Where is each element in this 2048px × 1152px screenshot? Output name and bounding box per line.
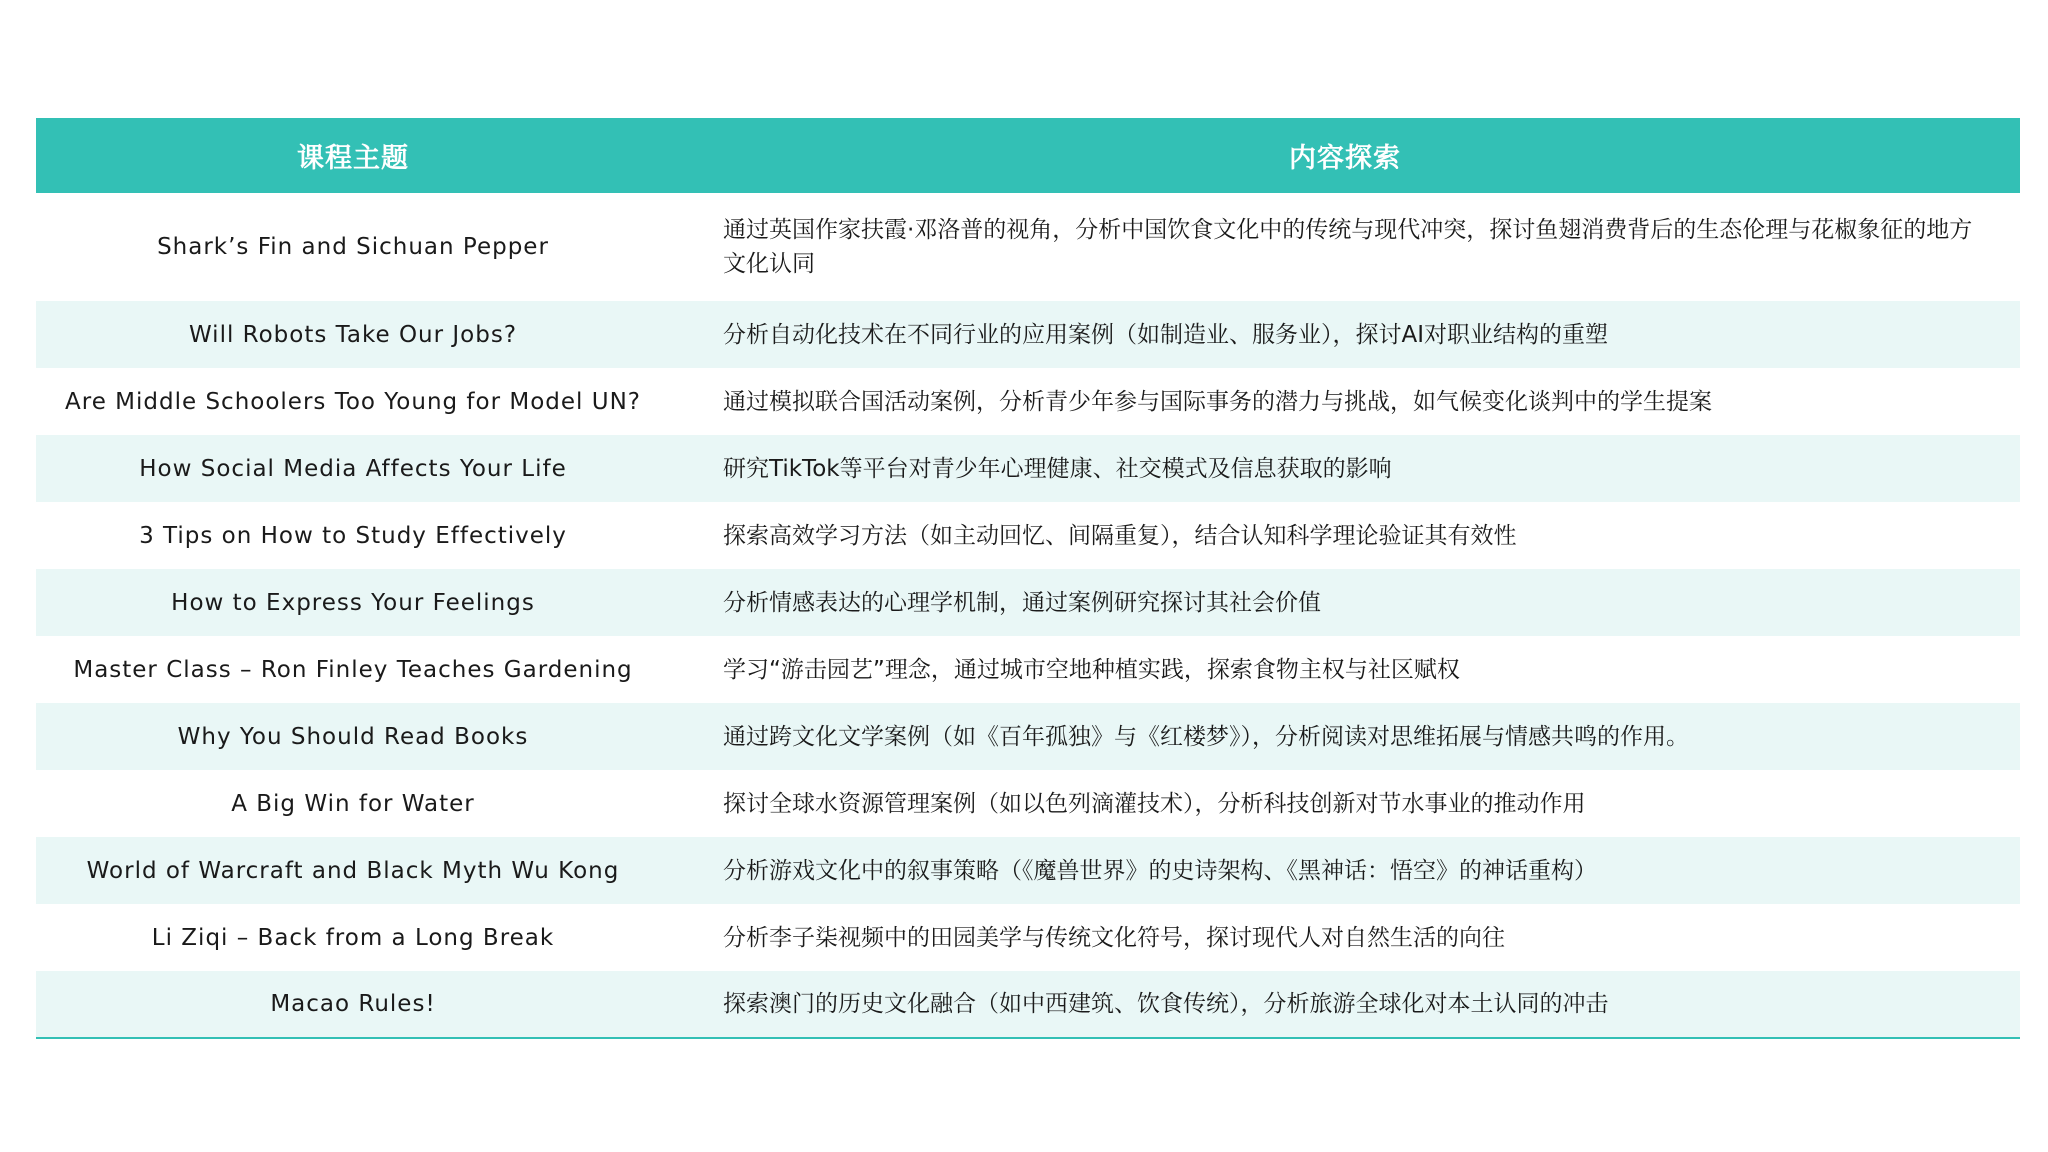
topic-cell: 3 Tips on How to Study Effectively <box>139 522 567 549</box>
table-header <box>36 118 2020 193</box>
content-cell: 研究TikTok等平台对青少年心理健康、社交模式及信息获取的影响 <box>723 455 1392 482</box>
table-body <box>36 193 2020 1038</box>
topic-cell: Master Class – Ron Finley Teaches Gardening <box>73 656 633 683</box>
content-cell: 学习“游击园艺”理念，通过城市空地种植实践，探索食物主权与社区赋权 <box>723 656 1460 683</box>
table-row <box>36 904 2020 971</box>
table-row <box>36 636 2020 703</box>
table-row <box>36 368 2020 435</box>
table-row <box>36 435 2020 502</box>
topic-cell: How Social Media Affects Your Life <box>139 455 567 482</box>
table-row <box>36 703 2020 770</box>
content-cell: 分析情感表达的心理学机制，通过案例研究探讨其社会价值 <box>723 589 1321 616</box>
topic-cell: Shark’s Fin and Sichuan Pepper <box>157 234 549 260</box>
table-row <box>36 837 2020 904</box>
topic-cell: Are Middle Schoolers Too Young for Model UN? <box>65 388 641 415</box>
topic-cell: Will Robots Take Our Jobs? <box>188 321 518 348</box>
course-table <box>36 118 2020 1039</box>
content-cell: 分析游戏文化中的叙事策略（《魔兽世界》的史诗架构、《黑神话：悟空》的神话重构） <box>723 857 1597 884</box>
content-cell: 探讨全球水资源管理案例（如以色列滴灌技术），分析科技创新对节水事业的推动作用 <box>723 790 1586 817</box>
table-row <box>36 502 2020 569</box>
topic-cell: How to Express Your Feelings <box>171 589 535 616</box>
header-topic: 课程主题 <box>297 143 409 174</box>
content-cell: 通过模拟联合国活动案例，分析青少年参与国际事务的潜力与挑战，如气候变化谈判中的学生提案 <box>723 388 1712 415</box>
content-cell: 通过跨文化文学案例（如《百年孤独》与《红楼梦》），分析阅读对思维拓展与情感共鸣的作用。 <box>723 723 1689 750</box>
content-cell: 探索高效学习方法（如主动回忆、间隔重复），结合认知科学理论验证其有效性 <box>723 522 1517 549</box>
content-cell: 探索澳门的历史文化融合（如中西建筑、饮食传统），分析旅游全球化对本土认同的冲击 <box>670 971 2020 1038</box>
topic-cell: Why You Should Read Books <box>177 723 529 750</box>
topic-cell: A Big Win for Water <box>231 790 475 817</box>
table-row <box>36 971 2020 1038</box>
topic-cell: World of Warcraft and Black Myth Wu Kong <box>86 857 620 884</box>
table-row <box>36 569 2020 636</box>
header-content: 内容探索 <box>1289 143 1401 174</box>
topic-cell: Macao Rules! <box>36 971 670 1038</box>
table-row <box>36 193 2020 301</box>
content-cell: 通过英国作家扶霞·邓洛普的视角，分析中国饮食文化中的传统与现代冲突，探讨鱼翅消费背后的生态伦理与花椒象征的地方文化认同 <box>723 217 1973 277</box>
table-row <box>36 301 2020 368</box>
topic-cell: Li Ziqi – Back from a Long Break <box>151 924 555 951</box>
content-cell: 分析李子柒视频中的田园美学与传统文化符号，探讨现代人对自然生活的向往 <box>723 924 1505 951</box>
table-row <box>36 770 2020 837</box>
content-cell: 分析自动化技术在不同行业的应用案例（如制造业、服务业），探讨AI对职业结构的重塑 <box>723 321 1609 348</box>
header-row <box>36 118 2020 193</box>
